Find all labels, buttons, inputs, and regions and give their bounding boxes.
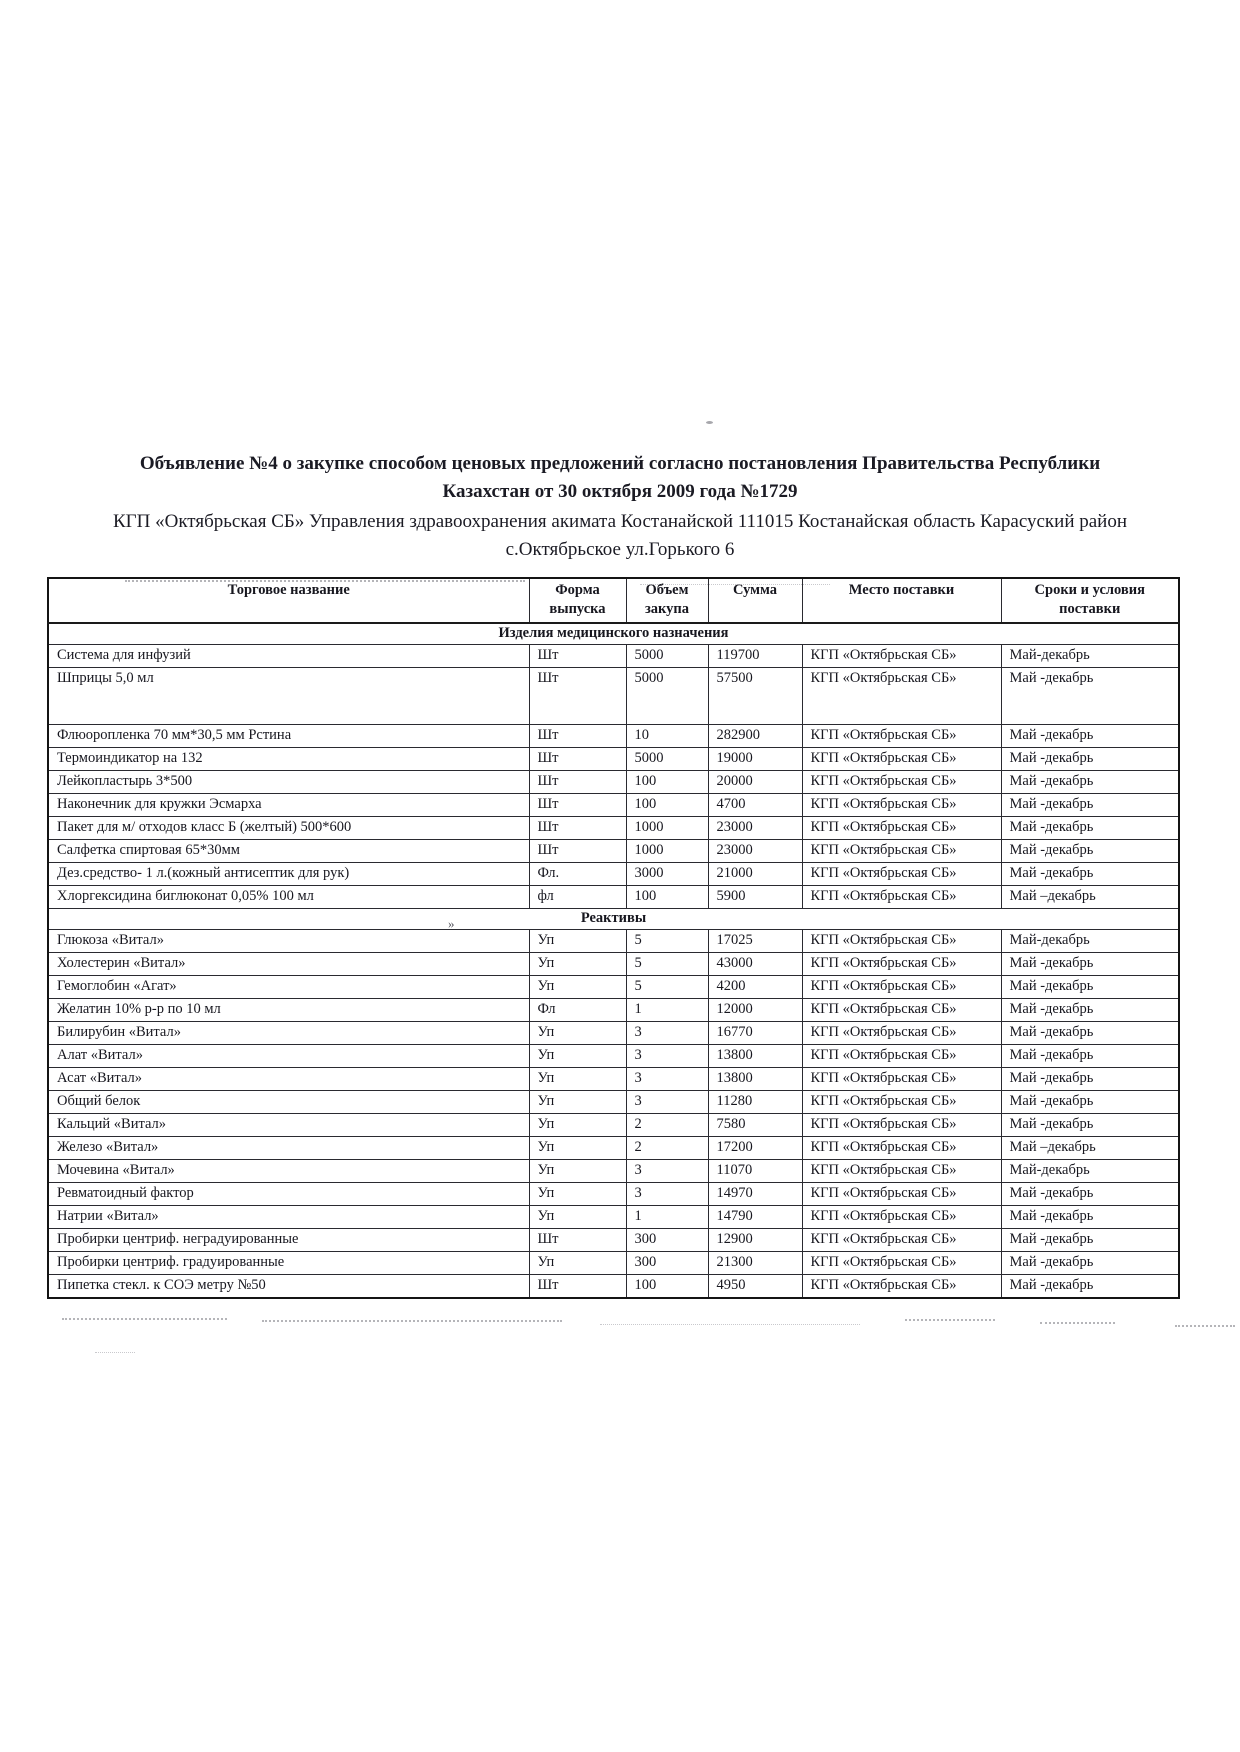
table-row <box>48 930 1179 953</box>
cell-name: Мочевина «Витал» <box>48 1160 529 1183</box>
cell-form: Уп <box>529 1252 626 1275</box>
cell-volume: 3 <box>626 1045 708 1068</box>
cell-terms: Май -декабрь <box>1001 863 1179 886</box>
cell-sum: 21300 <box>708 1252 802 1275</box>
cell-name: Дез.средство- 1 л.(кожный антисептик для рук) <box>48 863 529 886</box>
cell-place: КГП «Октябрьская СБ» <box>802 930 1001 953</box>
cell-terms: Май -декабрь <box>1001 1275 1179 1299</box>
cell-form: Шт <box>529 817 626 840</box>
cell-form: Уп <box>529 1114 626 1137</box>
table-header-row <box>48 578 1179 623</box>
cell-volume: 5 <box>626 976 708 999</box>
cell-name: Гемоглобин «Агат» <box>48 976 529 999</box>
cell-form: Шт <box>529 748 626 771</box>
cell-sum: 4200 <box>708 976 802 999</box>
cell-volume: 5000 <box>626 748 708 771</box>
cell-place: КГП «Октябрьская СБ» <box>802 794 1001 817</box>
cell-name: Флюоропленка 70 мм*30,5 мм Рстина <box>48 725 529 748</box>
cell-sum: 17200 <box>708 1137 802 1160</box>
cell-sum: 4700 <box>708 794 802 817</box>
cell-terms: Май -декабрь <box>1001 1252 1179 1275</box>
cell-place: КГП «Октябрьская СБ» <box>802 886 1001 909</box>
cell-name: Холестерин «Витал» <box>48 953 529 976</box>
cell-volume: 1 <box>626 999 708 1022</box>
cell-form: фл <box>529 886 626 909</box>
section-title: Реактивы <box>48 909 1179 930</box>
cell-terms: Май -декабрь <box>1001 1229 1179 1252</box>
cell-sum: 11070 <box>708 1160 802 1183</box>
scan-artifact <box>95 1352 135 1353</box>
cell-terms: Май -декабрь <box>1001 748 1179 771</box>
cell-place: КГП «Октябрьская СБ» <box>802 999 1001 1022</box>
cell-form: Шт <box>529 1229 626 1252</box>
cell-terms: Май -декабрь <box>1001 1091 1179 1114</box>
cell-form: Уп <box>529 1160 626 1183</box>
cell-terms: Май -декабрь <box>1001 1183 1179 1206</box>
cell-sum: 4950 <box>708 1275 802 1299</box>
cell-place: КГП «Октябрьская СБ» <box>802 1229 1001 1252</box>
cell-volume: 10 <box>626 725 708 748</box>
cell-sum: 11280 <box>708 1091 802 1114</box>
cell-place: КГП «Октябрьская СБ» <box>802 748 1001 771</box>
table-row <box>48 1275 1179 1299</box>
cell-form: Уп <box>529 1137 626 1160</box>
column-header-volume: Объем закупа <box>626 578 708 623</box>
cell-form: Уп <box>529 1068 626 1091</box>
table-row <box>48 1091 1179 1114</box>
cell-volume: 1000 <box>626 817 708 840</box>
cell-form: Уп <box>529 1045 626 1068</box>
cell-terms: Май -декабрь <box>1001 840 1179 863</box>
table-row <box>48 748 1179 771</box>
cell-volume: 1000 <box>626 840 708 863</box>
column-header-place: Место поставки <box>802 578 1001 623</box>
document-title-line2: Казахстан от 30 октября 2009 года №1729 <box>442 481 798 502</box>
cell-sum: 5900 <box>708 886 802 909</box>
cell-terms: Май –декабрь <box>1001 886 1179 909</box>
cell-form: Шт <box>529 840 626 863</box>
cell-sum: 7580 <box>708 1114 802 1137</box>
cell-form: Фл <box>529 999 626 1022</box>
cell-sum: 119700 <box>708 645 802 668</box>
address-line: с.Октябрьское ул.Горького 6 <box>505 539 735 560</box>
table-row <box>48 771 1179 794</box>
cell-volume: 3000 <box>626 863 708 886</box>
table-row <box>48 1137 1179 1160</box>
cell-volume: 3 <box>626 1091 708 1114</box>
cell-place: КГП «Октябрьская СБ» <box>802 976 1001 999</box>
cell-volume: 3 <box>626 1022 708 1045</box>
table-row <box>48 794 1179 817</box>
cell-form: Шт <box>529 725 626 748</box>
cell-volume: 300 <box>626 1252 708 1275</box>
table-row <box>48 645 1179 668</box>
cell-form: Шт <box>529 771 626 794</box>
table-row <box>48 1114 1179 1137</box>
organization-line: КГП «Октябрьская СБ» Управления здравоохранения акимата Костанайской 111015 Костанайская область Карасуский район <box>112 511 1128 532</box>
cell-sum: 12000 <box>708 999 802 1022</box>
cell-name: Пипетка стекл. к СОЭ метру №50 <box>48 1275 529 1299</box>
table-row <box>48 817 1179 840</box>
cell-name: Термоиндикатор на 132 <box>48 748 529 771</box>
cell-place: КГП «Октябрьская СБ» <box>802 1206 1001 1229</box>
cell-name: Алат «Витал» <box>48 1045 529 1068</box>
section-header-row <box>48 623 1179 645</box>
cell-name: Лейкопластырь 3*500 <box>48 771 529 794</box>
scan-artifact <box>1040 1322 1115 1324</box>
cell-sum: 23000 <box>708 840 802 863</box>
cell-name: Ревматоидный фактор <box>48 1183 529 1206</box>
cell-place: КГП «Октябрьская СБ» <box>802 817 1001 840</box>
cell-volume: 3 <box>626 1183 708 1206</box>
cell-volume: 2 <box>626 1137 708 1160</box>
cell-volume: 100 <box>626 794 708 817</box>
cell-sum: 17025 <box>708 930 802 953</box>
cell-terms: Май -декабрь <box>1001 725 1179 748</box>
cell-volume: 300 <box>626 1229 708 1252</box>
cell-volume: 5 <box>626 930 708 953</box>
cell-form: Уп <box>529 1022 626 1045</box>
procurement-table <box>47 577 1180 1299</box>
cell-form: Шт <box>529 794 626 817</box>
table-row <box>48 725 1179 748</box>
cell-terms: Май -декабрь <box>1001 953 1179 976</box>
cell-place: КГП «Октябрьская СБ» <box>802 1022 1001 1045</box>
table-row <box>48 1068 1179 1091</box>
cell-name: Пакет для м/ отходов класс Б (желтый) 500*600 <box>48 817 529 840</box>
cell-volume: 3 <box>626 1068 708 1091</box>
document-header <box>0 0 1240 563</box>
cell-place: КГП «Октябрьская СБ» <box>802 1160 1001 1183</box>
cell-sum: 57500 <box>708 668 802 725</box>
cell-name: Железо «Витал» <box>48 1137 529 1160</box>
column-header-terms: Сроки и условия поставки <box>1001 578 1179 623</box>
cell-name: Наконечник для кружки Эсмарха <box>48 794 529 817</box>
cell-volume: 100 <box>626 771 708 794</box>
cell-form: Уп <box>529 930 626 953</box>
table-row <box>48 668 1179 725</box>
cell-name: Пробирки центриф. градуированные <box>48 1252 529 1275</box>
cell-sum: 14970 <box>708 1183 802 1206</box>
cell-form: Шт <box>529 668 626 725</box>
cell-volume: 100 <box>626 886 708 909</box>
table-row <box>48 1252 1179 1275</box>
cell-name: Глюкоза «Витал» <box>48 930 529 953</box>
cell-place: КГП «Октябрьская СБ» <box>802 668 1001 725</box>
table-row <box>48 1206 1179 1229</box>
cell-terms: Май -декабрь <box>1001 1068 1179 1091</box>
cell-sum: 43000 <box>708 953 802 976</box>
table-row <box>48 1022 1179 1045</box>
scan-artifact <box>905 1319 995 1321</box>
cell-place: КГП «Октябрьская СБ» <box>802 1252 1001 1275</box>
column-header-form: Форма выпуска <box>529 578 626 623</box>
table-row <box>48 1229 1179 1252</box>
cell-terms: Май -декабрь <box>1001 794 1179 817</box>
scan-artifact: » <box>448 916 455 931</box>
cell-volume: 5000 <box>626 645 708 668</box>
cell-name: Кальций «Витал» <box>48 1114 529 1137</box>
cell-form: Фл. <box>529 863 626 886</box>
cell-volume: 5000 <box>626 668 708 725</box>
cell-place: КГП «Октябрьская СБ» <box>802 1137 1001 1160</box>
cell-place: КГП «Октябрьская СБ» <box>802 840 1001 863</box>
document-title-line1: Объявление №4 о закупке способом ценовых предложений согласно постановления Правительства Республики <box>139 453 1101 474</box>
cell-terms: Май -декабрь <box>1001 1206 1179 1229</box>
cell-volume: 3 <box>626 1160 708 1183</box>
cell-place: КГП «Октябрьская СБ» <box>802 771 1001 794</box>
scan-artifact <box>62 1318 227 1320</box>
cell-sum: 20000 <box>708 771 802 794</box>
cell-name: Желатин 10% р-р по 10 мл <box>48 999 529 1022</box>
cell-volume: 5 <box>626 953 708 976</box>
cell-name: Натрии «Витал» <box>48 1206 529 1229</box>
cell-name: Пробирки центриф. неградуированные <box>48 1229 529 1252</box>
cell-terms: Май -декабрь <box>1001 771 1179 794</box>
cell-place: КГП «Октябрьская СБ» <box>802 1114 1001 1137</box>
cell-form: Шт <box>529 645 626 668</box>
cell-sum: 21000 <box>708 863 802 886</box>
cell-sum: 13800 <box>708 1068 802 1091</box>
table-row <box>48 976 1179 999</box>
cell-place: КГП «Октябрьская СБ» <box>802 1183 1001 1206</box>
table-row <box>48 840 1179 863</box>
cell-volume: 100 <box>626 1275 708 1299</box>
cell-terms: Май -декабрь <box>1001 976 1179 999</box>
cell-terms: Май –декабрь <box>1001 1137 1179 1160</box>
cell-place: КГП «Октябрьская СБ» <box>802 1068 1001 1091</box>
cell-name: Салфетка спиртовая 65*30мм <box>48 840 529 863</box>
cell-place: КГП «Октябрьская СБ» <box>802 725 1001 748</box>
cell-form: Уп <box>529 1206 626 1229</box>
table-row <box>48 886 1179 909</box>
cell-form: Уп <box>529 953 626 976</box>
table-row <box>48 1045 1179 1068</box>
cell-place: КГП «Октябрьская СБ» <box>802 1275 1001 1299</box>
cell-place: КГП «Октябрьская СБ» <box>802 953 1001 976</box>
scan-artifact <box>1175 1325 1235 1327</box>
cell-form: Уп <box>529 1091 626 1114</box>
cell-sum: 13800 <box>708 1045 802 1068</box>
table-body <box>48 623 1179 1298</box>
cell-form: Уп <box>529 976 626 999</box>
scan-artifact <box>262 1320 562 1322</box>
cell-terms: Май-декабрь <box>1001 1160 1179 1183</box>
cell-terms: Май -декабрь <box>1001 1022 1179 1045</box>
section-header-row <box>48 909 1179 930</box>
cell-place: КГП «Октябрьская СБ» <box>802 1091 1001 1114</box>
cell-terms: Май -декабрь <box>1001 999 1179 1022</box>
cell-terms: Май -декабрь <box>1001 1114 1179 1137</box>
cell-place: КГП «Октябрьская СБ» <box>802 645 1001 668</box>
cell-name: Система для инфузий <box>48 645 529 668</box>
cell-terms: Май -декабрь <box>1001 668 1179 725</box>
cell-name: Общий белок <box>48 1091 529 1114</box>
cell-name: Асат «Витал» <box>48 1068 529 1091</box>
document-title <box>90 450 1150 506</box>
table-row <box>48 999 1179 1022</box>
table-row <box>48 863 1179 886</box>
cell-volume: 2 <box>626 1114 708 1137</box>
cell-terms: Май -декабрь <box>1001 817 1179 840</box>
cell-terms: Май-декабрь <box>1001 645 1179 668</box>
table-row <box>48 953 1179 976</box>
cell-name: Билирубин «Витал» <box>48 1022 529 1045</box>
cell-sum: 282900 <box>708 725 802 748</box>
cell-terms: Май -декабрь <box>1001 1045 1179 1068</box>
cell-sum: 12900 <box>708 1229 802 1252</box>
cell-name: Хлоргексидина биглюконат 0,05% 100 мл <box>48 886 529 909</box>
table-row <box>48 1183 1179 1206</box>
cell-sum: 14790 <box>708 1206 802 1229</box>
cell-sum: 23000 <box>708 817 802 840</box>
cell-sum: 16770 <box>708 1022 802 1045</box>
cell-form: Шт <box>529 1275 626 1299</box>
column-header-sum: Сумма <box>708 578 802 623</box>
column-header-name: Торговое название <box>48 578 529 623</box>
cell-volume: 1 <box>626 1206 708 1229</box>
section-title: Изделия медицинского назначения <box>48 623 1179 645</box>
table-row <box>48 1160 1179 1183</box>
cell-name: Шприцы 5,0 мл <box>48 668 529 725</box>
cell-form: Уп <box>529 1183 626 1206</box>
cell-sum: 19000 <box>708 748 802 771</box>
cell-place: КГП «Октябрьская СБ» <box>802 863 1001 886</box>
cell-place: КГП «Октябрьская СБ» <box>802 1045 1001 1068</box>
scan-artifact <box>600 1324 860 1325</box>
cell-terms: Май-декабрь <box>1001 930 1179 953</box>
